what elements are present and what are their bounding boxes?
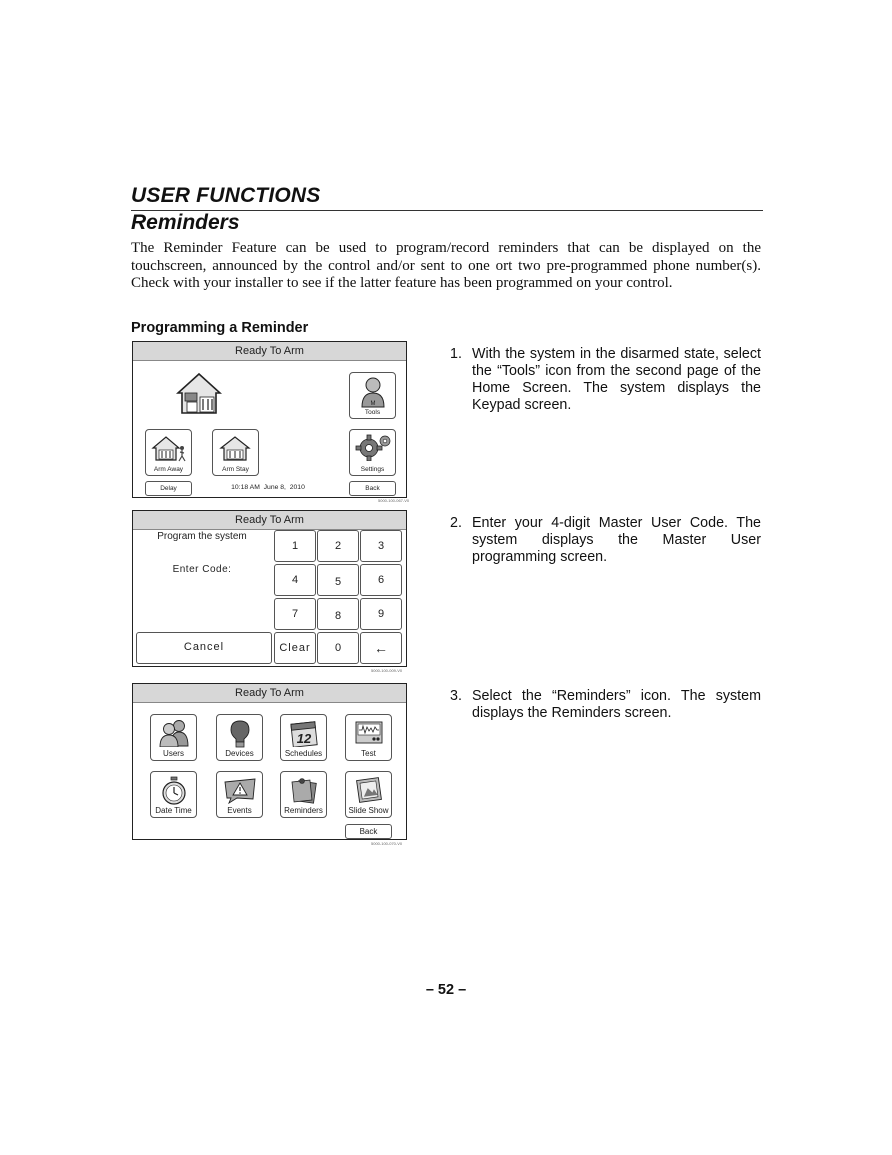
test-tile[interactable] [345,714,392,761]
date-time-readout: 10:18 AM June 8, 2010 [231,484,305,491]
step-1 [450,346,761,414]
cancel-button[interactable]: Cancel [136,632,272,664]
events-tile[interactable] [216,771,263,818]
svg-text:M: M [370,401,375,407]
reminders-label: Reminders [284,806,323,815]
calendar-icon [289,719,319,747]
back-button[interactable]: Back [349,481,396,496]
status-bar: Ready To Arm [133,684,406,703]
programming-heading: Programming a Reminder [131,320,309,336]
key-3[interactable]: 3 [360,530,402,562]
tools-label: Tools [364,409,381,416]
reminders-tile[interactable] [280,771,327,818]
step-2 [450,515,761,566]
status-bar: Ready To Arm [133,342,406,361]
back-button[interactable]: Back [345,824,392,839]
users-icon [157,719,191,747]
settings-tile[interactable] [349,429,396,476]
arm-stay-label: Arm Stay [222,466,249,473]
devices-label: Devices [225,749,254,758]
step-number: 1. [450,346,462,362]
clear-button[interactable]: Clear [274,632,316,664]
master-user-screen-figure [132,683,407,840]
tools-tile[interactable] [349,372,396,419]
program-system-label: Program the system [157,531,247,542]
key-1[interactable]: 1 [274,530,316,562]
lightbulb-icon [229,719,251,749]
key-2[interactable]: 2 [317,530,359,562]
figure-id: 5000-100-070-V0 [371,841,403,846]
stopwatch-icon [161,776,187,806]
step-number: 3. [450,688,462,704]
users-label: Users [163,749,184,758]
key-7[interactable]: 7 [274,598,316,630]
users-tile[interactable] [150,714,197,761]
reminder-note-icon [289,776,319,806]
settings-gears-icon [354,433,392,461]
slide-show-label: Slide Show [348,806,389,815]
step-text: With the system in the disarmed state, select the “Tools” icon from the second page of the Home Screen. The system displays the Keypad screen. [472,346,761,413]
backspace-button[interactable]: ← [360,632,402,664]
delay-button[interactable]: Delay [145,481,192,496]
tools-person-icon [360,376,386,408]
step-number: 2. [450,515,462,531]
page-number: – 52 – [425,982,467,998]
key-5[interactable]: 5 [317,564,359,596]
schedules-label: Schedules [284,749,323,758]
key-8[interactable]: 8 [317,598,359,630]
house-status-icon [176,371,222,415]
events-warning-icon [223,776,257,804]
step-3 [450,688,761,722]
figure-id: 5000-100-009-V0 [371,668,403,673]
step-text: Select the “Reminders” icon. The system displays the Reminders screen. [472,688,761,721]
test-label: Test [361,749,376,758]
devices-tile[interactable] [216,714,263,761]
section-title: USER FUNCTIONS [131,184,321,207]
date-time-tile[interactable] [150,771,197,818]
arm-away-label: Arm Away [153,466,184,473]
slide-show-tile[interactable] [345,771,392,818]
arm-away-house-icon [151,434,187,462]
schedules-tile[interactable] [280,714,327,761]
home-screen-figure [132,341,407,498]
figure-id: 5000-100-067-V0 [378,498,410,503]
arm-stay-tile[interactable] [212,429,259,476]
test-meter-icon [354,719,384,745]
subsection-title: Reminders [131,211,240,234]
intro-paragraph: The Reminder Feature can be used to program/record reminders that can be displayed on the touchscreen, announced by the control and/or sent to one ort two pre-programmed phone number(s). Check with your installer to see if the latter feature has been programmed on your control. [131,240,761,292]
key-6[interactable]: 6 [360,564,402,596]
key-9[interactable]: 9 [360,598,402,630]
enter-code-label: Enter Code: [172,564,232,575]
slide-show-icon [354,776,384,804]
calendar-number: 12 [296,731,311,746]
arm-away-tile[interactable] [145,429,192,476]
key-0[interactable]: 0 [317,632,359,664]
status-bar: Ready To Arm [133,511,406,530]
step-text: Enter your 4-digit Master User Code. The system displays the Master User programming screen. [472,515,761,565]
keypad-screen-figure [132,510,407,667]
settings-label: Settings [360,466,385,473]
events-label: Events [227,806,252,815]
arm-stay-house-icon [219,434,253,462]
date-time-label: Date Time [155,806,192,815]
key-4[interactable]: 4 [274,564,316,596]
